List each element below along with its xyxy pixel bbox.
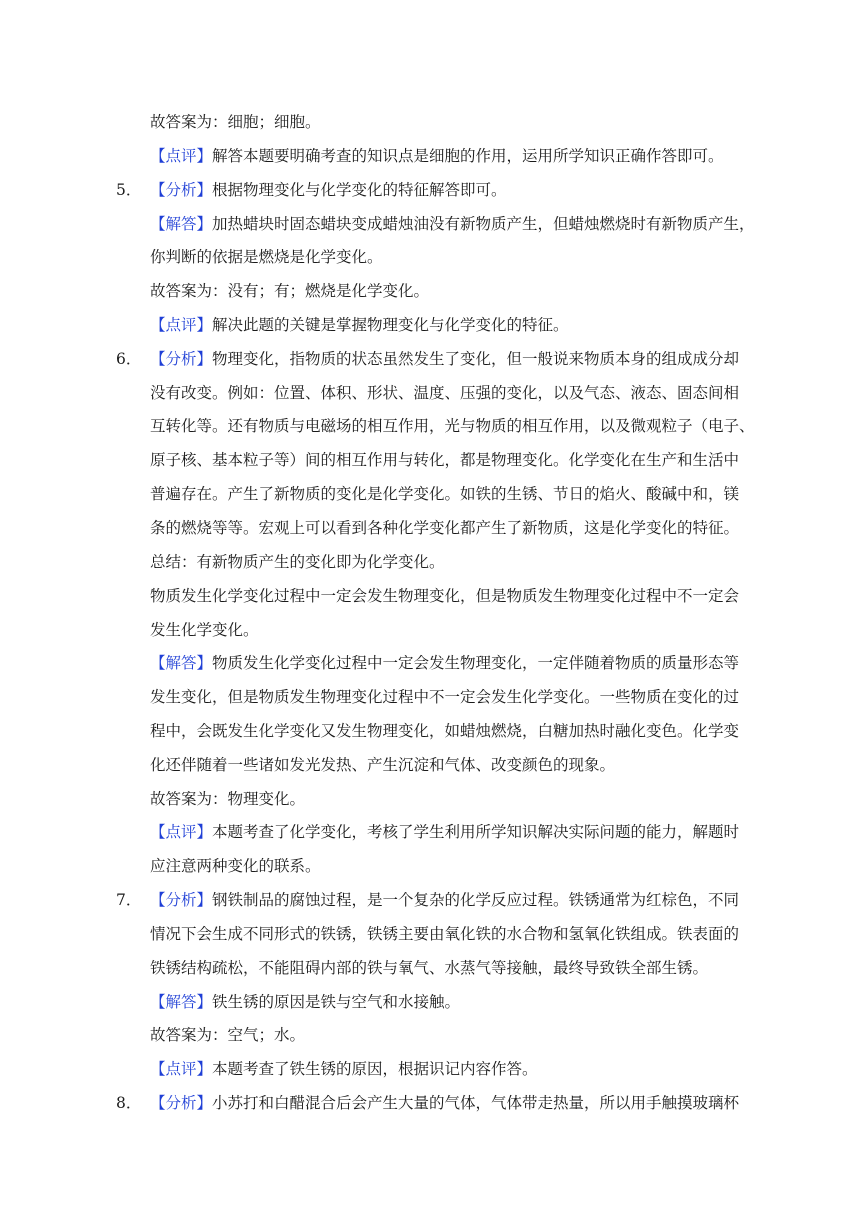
analysis-line: 【分析】根据物理变化与化学变化的特征解答即可。 bbox=[150, 181, 507, 199]
answer-tag: 【解答】 bbox=[150, 993, 213, 1011]
analysis-line: 条的燃烧等等。宏观上可以看到各种化学变化都产生了新物质，这是化学变化的特征。 bbox=[150, 519, 740, 537]
summary-line: 总结：有新物质产生的变化即为化学变化。 bbox=[150, 553, 445, 571]
question-number: 5． bbox=[116, 181, 142, 199]
comment-line: 【点评】解决此题的关键是掌握物理变化与化学变化的特征。 bbox=[150, 316, 569, 334]
answer-tag: 【解答】 bbox=[150, 654, 213, 672]
answer-line: 故答案为：细胞；细胞。 bbox=[150, 113, 321, 131]
comment-line: 【点评】解答本题要明确考查的知识点是细胞的作用，运用所学知识正确作答即可。 bbox=[150, 147, 724, 165]
analysis-line: 互转化等。还有物质与电磁场的相互作用，光与物质的相互作用，以及微观粒子（电子、 bbox=[150, 417, 755, 435]
answer-tag: 【解答】 bbox=[150, 215, 213, 233]
analysis-line: 没有改变。例如：位置、体积、形状、温度、压强的变化，以及气态、液态、固态间相 bbox=[150, 384, 740, 402]
analysis-tag: 【分析】 bbox=[150, 1094, 213, 1112]
solution-line: 你判断的依据是燃烧是化学变化。 bbox=[150, 248, 383, 266]
question-number: 8． bbox=[116, 1094, 142, 1112]
comment-line: 【点评】本题考查了铁生锈的原因，根据识记内容作答。 bbox=[150, 1060, 538, 1078]
analysis-line: 情况下会生成不同形式的铁锈，铁锈主要由氧化铁的水合物和氢氧化铁组成。铁表面的 bbox=[150, 925, 740, 943]
solution-line: 化还伴随着一些诸如发光发热、产生沉淀和气体、改变颜色的现象。 bbox=[150, 756, 616, 774]
comment-tag: 【点评】 bbox=[150, 1060, 213, 1078]
analysis-tag: 【分析】 bbox=[150, 350, 213, 368]
analysis-tag: 【分析】 bbox=[150, 181, 213, 199]
comment-tag: 【点评】 bbox=[150, 823, 213, 841]
question-number: 7． bbox=[116, 891, 142, 909]
analysis-line: 原子核、基本粒子等）间的相互作用与转化，都是物理变化。化学变化在生产和生活中 bbox=[150, 451, 740, 469]
answer-line: 故答案为：没有；有；燃烧是化学变化。 bbox=[150, 282, 430, 300]
comment-tag: 【点评】 bbox=[150, 316, 213, 334]
note-line: 发生化学变化。 bbox=[150, 621, 259, 639]
answer-line: 故答案为：空气；水。 bbox=[150, 1026, 306, 1044]
comment-line: 【点评】本题考查了化学变化，考核了学生利用所学知识解决实际问题的能力，解题时 bbox=[150, 823, 740, 841]
solution-line: 程中，会既发生化学变化又发生物理变化，如蜡烛燃烧，白糖加热时融化变色。化学变 bbox=[150, 722, 740, 740]
analysis-line: 【分析】物理变化，指物质的状态虽然发生了变化，但一般说来物质本身的组成成分却 bbox=[150, 350, 740, 368]
comment-line: 应注意两种变化的联系。 bbox=[150, 857, 321, 875]
analysis-line: 【分析】小苏打和白醋混合后会产生大量的气体，气体带走热量，所以用手触摸玻璃杯 bbox=[150, 1094, 740, 1112]
analysis-tag: 【分析】 bbox=[150, 891, 213, 909]
solution-line: 【解答】加热蜡块时固态蜡块变成蜡烛油没有新物质产生，但蜡烛燃烧时有新物质产生， bbox=[150, 215, 755, 233]
answer-line: 故答案为：物理变化。 bbox=[150, 790, 306, 808]
note-line: 物质发生化学变化过程中一定会发生物理变化，但是物质发生物理变化过程中不一定会 bbox=[150, 587, 740, 605]
analysis-line: 【分析】钢铁制品的腐蚀过程，是一个复杂的化学反应过程。铁锈通常为红棕色，不同 bbox=[150, 891, 740, 909]
analysis-line: 普遍存在。产生了新物质的变化是化学变化。如铁的生锈、节日的焰火、酸碱中和，镁 bbox=[150, 485, 740, 503]
comment-tag: 【点评】 bbox=[150, 147, 213, 165]
solution-line: 【解答】铁生锈的原因是铁与空气和水接触。 bbox=[150, 993, 461, 1011]
question-number: 6． bbox=[116, 350, 142, 368]
solution-line: 发生变化，但是物质发生物理变化过程中不一定会发生化学变化。一些物质在变化的过 bbox=[150, 688, 740, 706]
solution-line: 【解答】物质发生化学变化过程中一定会发生物理变化，一定伴随着物质的质量形态等 bbox=[150, 654, 740, 672]
analysis-line: 铁锈结构疏松，不能阻碍内部的铁与氧气、水蒸气等接触，最终导致铁全部生锈。 bbox=[150, 959, 709, 977]
